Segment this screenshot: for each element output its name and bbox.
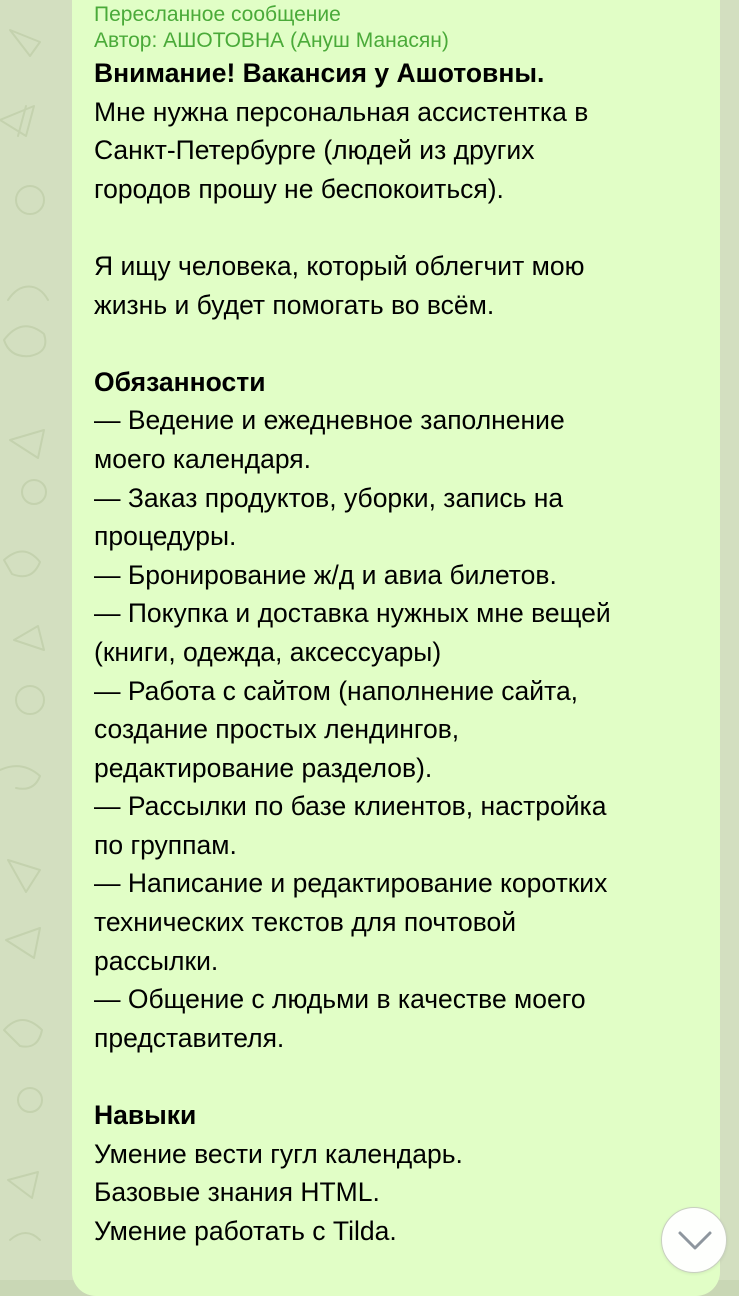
paragraph-gap — [94, 1057, 709, 1096]
forward-label: Пересланное сообщение — [94, 3, 341, 26]
scroll-to-bottom-button[interactable] — [661, 1207, 727, 1273]
skill-line: Умение вести гугл календарь. — [94, 1138, 463, 1169]
paragraph-line: Я ищу человека, который облегчит мою — [94, 250, 585, 281]
paragraph-line: жизнь и будет помогать во всём. — [94, 289, 495, 320]
intro-line: Мне нужна персональная ассистентка в — [94, 96, 589, 127]
duty-line: — Общение с людьми в качестве моего — [94, 984, 586, 1015]
paragraph-gap — [94, 208, 709, 247]
skills-heading: Навыки — [94, 1100, 197, 1131]
duty-line: создание простых лендингов, — [94, 714, 460, 745]
duties-heading: Обязанности — [94, 366, 266, 397]
duty-line: — Бронирование ж/д и авиа билетов. — [94, 559, 557, 590]
forward-header[interactable] — [94, 0, 720, 54]
forward-author-name[interactable]: АШОТОВНА (Ануш Манасян) — [163, 29, 449, 52]
intro-line: Санкт-Петербурге (людей из других — [94, 135, 535, 166]
message-title: Внимание! Вакансия у Ашотовны. — [94, 58, 545, 88]
forward-author-prefix: Автор: — [94, 29, 164, 52]
duty-line: по группам. — [94, 829, 237, 860]
skill-line: Базовые знания HTML. — [94, 1177, 380, 1208]
chevron-down-icon — [677, 1230, 713, 1252]
duty-line: моего календаря. — [94, 443, 311, 474]
duty-line: редактирование разделов). — [94, 752, 433, 783]
duty-line: — Покупка и доставка нужных мне вещей — [94, 598, 611, 629]
intro-line: городов прошу не беспокоиться). — [94, 173, 504, 204]
duty-line: — Заказ продуктов, уборки, запись на — [94, 482, 564, 513]
duty-line: — Написание и редактирование коротких — [94, 868, 608, 899]
forwarded-message-bubble[interactable] — [72, 0, 720, 1296]
duty-line: технических текстов для почтовой — [94, 907, 517, 938]
duty-line: — Ведение и ежедневное заполнение — [94, 405, 565, 436]
paragraph-gap — [94, 324, 709, 363]
duty-line: — Рассылки по базе клиентов, настройка — [94, 791, 607, 822]
duty-line: — Работа с сайтом (наполнение сайта, — [94, 675, 579, 706]
duty-line: (книги, одежда, аксессуары) — [94, 636, 442, 667]
message-text — [94, 54, 709, 1250]
duty-line: представителя. — [94, 1022, 285, 1053]
skill-line: Умение работать с Tilda. — [94, 1215, 397, 1246]
duty-line: процедуры. — [94, 521, 237, 552]
forward-author[interactable] — [94, 29, 449, 53]
duty-line: рассылки. — [94, 945, 219, 976]
